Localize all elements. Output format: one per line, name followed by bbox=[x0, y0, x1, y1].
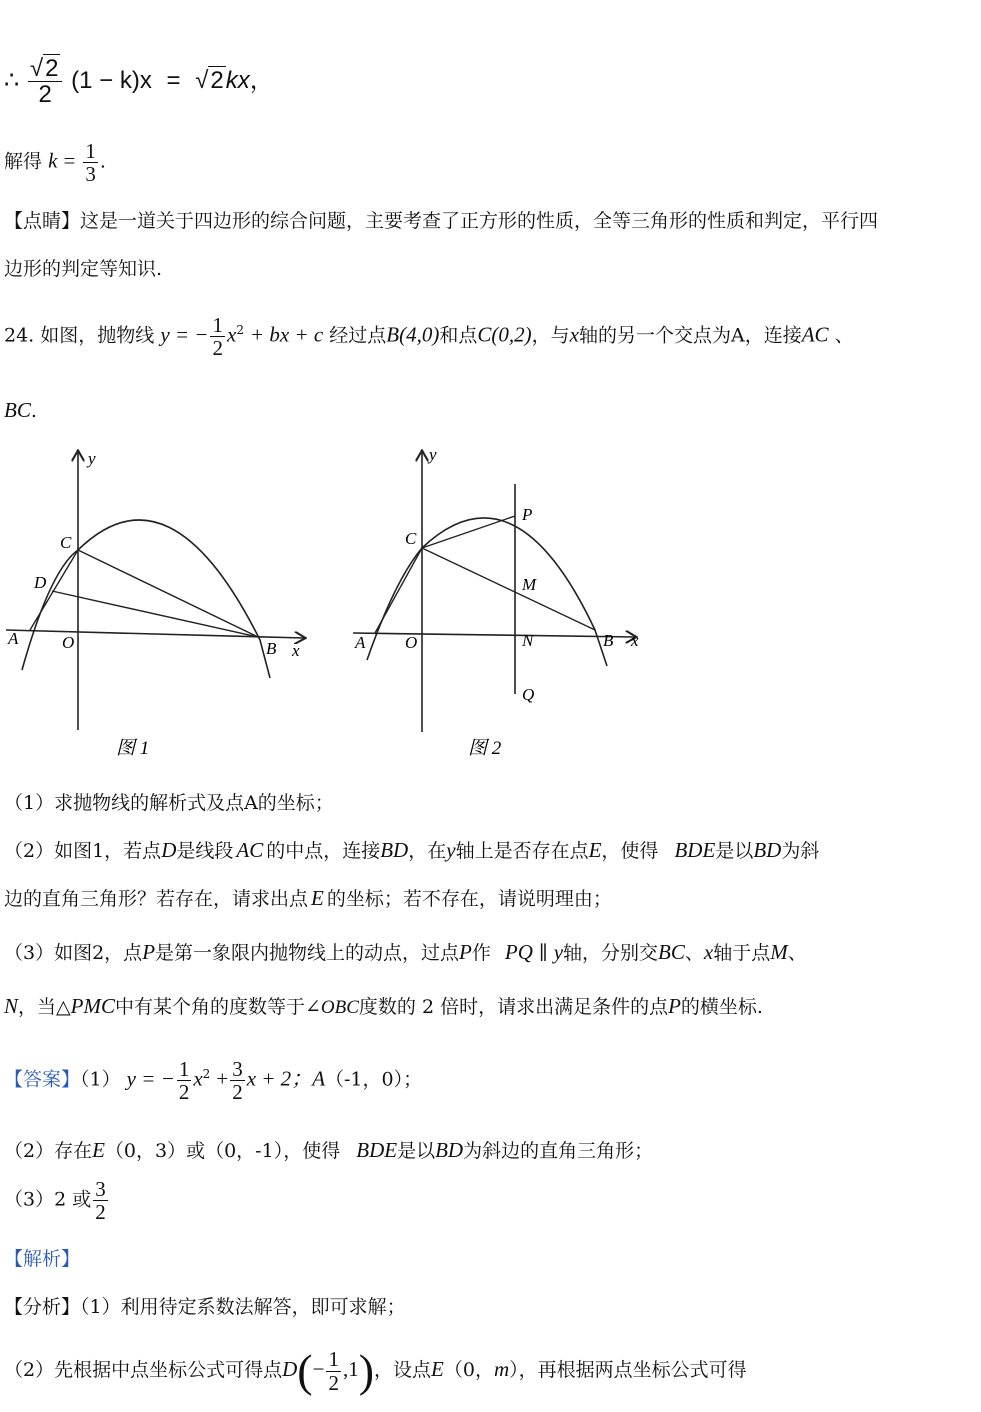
answer-tag: 【答案】 bbox=[4, 1068, 81, 1091]
eq-sign: = bbox=[166, 67, 181, 95]
p3-a: （3）如图2，点 bbox=[4, 942, 143, 964]
last-comma: ,1 bbox=[342, 1357, 359, 1381]
answer-d1: 2 bbox=[178, 1080, 190, 1105]
fig2-label-P: P bbox=[522, 505, 533, 524]
p3-b: 是第一象限内抛物线上的动点，过点 bbox=[155, 942, 460, 964]
answer-A: A bbox=[312, 1066, 326, 1091]
dianjing-line2: 边形的判定等知识. bbox=[4, 258, 163, 280]
p2-D: D bbox=[161, 838, 177, 862]
frac-den: 3 bbox=[85, 162, 96, 187]
fig2-label-y: y bbox=[429, 445, 437, 464]
answer-a1: （1） bbox=[80, 1068, 121, 1091]
rhs: kx bbox=[225, 67, 250, 95]
fenxi-tag: 【分析】 bbox=[4, 1296, 81, 1318]
figure-1 bbox=[0, 440, 320, 770]
answer-d2: 2 bbox=[232, 1080, 243, 1105]
fig1-label-O: O bbox=[62, 633, 75, 652]
p2-a: （2）如图1，若点 bbox=[4, 840, 162, 862]
point-B: B(4,0) bbox=[386, 322, 440, 347]
p2-f: ，使得 bbox=[601, 840, 659, 862]
eq-sign-2: = bbox=[63, 148, 76, 173]
p3-P: P bbox=[142, 940, 156, 964]
answer-Acoord: （-1，0）； bbox=[325, 1068, 423, 1091]
q24-half-num: 1 bbox=[212, 313, 223, 337]
jiexi-tag: 【解析】 bbox=[4, 1248, 81, 1270]
last-line: （2）先根据中点坐标公式可得点D(− $\frac{1}{2}$ ,1)，设点E（0，m），再根据两点坐标公式可得 bbox=[4, 1345, 747, 1396]
p2-line2a: 边的直角三角形？若存在，请求出点 bbox=[4, 888, 309, 910]
fig2-label-M: M bbox=[522, 575, 537, 594]
fig2-label-x: x bbox=[631, 631, 639, 650]
q24-half-den: 2 bbox=[212, 336, 223, 361]
solve-prefix: 解得 bbox=[4, 150, 43, 173]
ans2-BDE: BDE bbox=[356, 1138, 398, 1162]
equation-therefore: ∴ $\frac{√2}{2}$ (1 − k)x = √2kx， bbox=[4, 55, 274, 109]
last-c: （0， bbox=[443, 1359, 494, 1381]
ans3-num: 3 bbox=[95, 1177, 106, 1201]
q24-line1 bbox=[4, 314, 854, 359]
last-d: ），再根据两点坐标公式可得 bbox=[509, 1359, 747, 1381]
q24-line2 bbox=[4, 398, 37, 423]
sqrt-2: 2 bbox=[45, 55, 59, 82]
p3-P3: P bbox=[668, 994, 681, 1018]
ans2-E: E bbox=[92, 1138, 105, 1162]
p3-d: 轴，分别交 bbox=[563, 942, 659, 964]
last-a: （2）先根据中点坐标公式可得点 bbox=[4, 1359, 283, 1381]
fig1-label-C: C bbox=[60, 533, 72, 552]
q24-number: 24. 如图，抛物线 bbox=[4, 324, 155, 347]
answer-line3 bbox=[4, 1178, 110, 1223]
part1: （1）求抛物线的解析式及点A的坐标； bbox=[4, 792, 334, 814]
p2-BDE: BDE bbox=[674, 838, 716, 862]
last-D: D bbox=[282, 1357, 298, 1381]
p3-N: N bbox=[4, 994, 19, 1018]
p2-E: E bbox=[588, 838, 602, 862]
p2-d: ，在 bbox=[408, 840, 447, 862]
eq-tail: ， bbox=[249, 67, 274, 95]
q24-expr-tail: + bx + c bbox=[250, 322, 324, 347]
ans3-a: （3）2 或 bbox=[4, 1188, 92, 1211]
solve-k-line bbox=[4, 140, 106, 185]
point-C: C(0,2) bbox=[477, 322, 532, 347]
figure-2 bbox=[345, 440, 655, 770]
ans3-den: 2 bbox=[95, 1200, 106, 1225]
fig2-caption: 图 2 bbox=[468, 738, 502, 759]
p3-f: 轴于点 bbox=[713, 942, 771, 964]
var-k: k bbox=[48, 148, 58, 173]
part2-line2 bbox=[4, 886, 612, 911]
fig1-label-x: x bbox=[292, 641, 300, 660]
answer-y: y = − bbox=[126, 1066, 175, 1091]
p3-e: 、 bbox=[684, 942, 704, 964]
p3-g: 、 bbox=[787, 942, 807, 964]
p3-line2c: 中有某个角的度数等于 bbox=[114, 996, 305, 1018]
therefore-symbol: ∴ bbox=[4, 67, 20, 95]
dianjing-line1: 【点睛】这是一道关于四边形的综合问题，主要考查了正方形的性质，全等三角形的性质和判定，平行四 bbox=[4, 210, 879, 232]
ans2-b: （0，3）或（0，-1），使得 bbox=[104, 1140, 341, 1162]
p3-PMC: PMC bbox=[70, 994, 115, 1018]
ans2-a: （2）存在 bbox=[4, 1140, 93, 1162]
q24-passes: 经过点 bbox=[329, 324, 387, 347]
last-den: 2 bbox=[328, 1370, 339, 1395]
p3-angle: ∠OBC bbox=[304, 997, 359, 1018]
solve-tail: . bbox=[99, 150, 106, 173]
fenxi-line bbox=[4, 1296, 406, 1319]
p3-c: 作 bbox=[471, 942, 491, 964]
fig2-label-O: O bbox=[405, 633, 418, 652]
p2-b: 是线段 bbox=[176, 840, 234, 862]
fig2-label-A: A bbox=[355, 633, 366, 652]
p3-PQ: PQ bbox=[504, 940, 533, 964]
q24-sep: 、 bbox=[834, 324, 854, 347]
q24-rest2: 轴的另一个交点为A，连接 bbox=[578, 324, 802, 347]
part3-line2 bbox=[4, 994, 763, 1020]
p3-x: x bbox=[703, 940, 714, 964]
fig1-caption: 图 1 bbox=[116, 738, 150, 759]
rhs-sqrt: 2 bbox=[210, 67, 224, 95]
p3-line2d: 度数的 2 倍时，请求出满足条件的点 bbox=[358, 996, 669, 1018]
fig1-label-D: D bbox=[34, 573, 47, 592]
ans2-c: 是以 bbox=[397, 1140, 436, 1162]
answer-x-plus: x + 2； bbox=[246, 1066, 313, 1091]
eq-mid: (1 − k)x bbox=[71, 67, 152, 95]
q24-yeq: y = − bbox=[160, 322, 209, 347]
p3-M: M bbox=[770, 940, 788, 964]
ans2-BD: BD bbox=[435, 1138, 464, 1162]
q24-sup: 2 bbox=[236, 323, 244, 338]
answer-line2 bbox=[4, 1138, 653, 1163]
answer-sup: 2 bbox=[202, 1067, 211, 1082]
p2-e: 轴上是否存在点 bbox=[455, 840, 589, 862]
fig1-label-A: A bbox=[8, 629, 19, 648]
p2-AC: AC bbox=[236, 838, 264, 862]
q24-x: x bbox=[226, 322, 237, 347]
p3-par: ∥ bbox=[538, 942, 548, 964]
answer-n2: 3 bbox=[232, 1057, 243, 1081]
answer-plus: + bbox=[216, 1066, 229, 1091]
denominator-2: 2 bbox=[38, 81, 52, 109]
fig2-label-C: C bbox=[405, 529, 417, 548]
p3-line2b: ，当△ bbox=[18, 996, 71, 1018]
p3-line2e: 的横坐标. bbox=[680, 996, 763, 1018]
answer-line1 bbox=[4, 1058, 422, 1103]
last-E: E bbox=[431, 1357, 444, 1381]
answer-n1: 1 bbox=[178, 1057, 190, 1081]
p2-E2: E bbox=[311, 886, 324, 910]
seg-BC: BC bbox=[4, 398, 31, 422]
fig1-label-y: y bbox=[88, 449, 96, 468]
p2-line2b: 的坐标；若不存在，请说明理由； bbox=[326, 888, 612, 910]
p2-BD2: BD bbox=[753, 838, 782, 862]
answer-x2: x bbox=[193, 1066, 203, 1091]
ans2-d: 为斜边的直角三角形； bbox=[463, 1140, 654, 1162]
part2-line1 bbox=[4, 838, 819, 863]
last-minus: − bbox=[312, 1357, 325, 1381]
part3-line1 bbox=[4, 940, 807, 965]
frac-num: 1 bbox=[85, 139, 96, 163]
seg-AC: AC bbox=[801, 322, 829, 347]
last-num: 1 bbox=[328, 1347, 339, 1372]
p3-BC: BC bbox=[658, 940, 685, 964]
p3-P2: P bbox=[459, 940, 472, 964]
fig1-label-B: B bbox=[266, 639, 277, 658]
p2-c: 的中点，连接 bbox=[266, 840, 381, 862]
last-b: ，设点 bbox=[374, 1359, 432, 1381]
p2-g: 是以 bbox=[715, 840, 754, 862]
p2-BD: BD bbox=[380, 838, 409, 862]
q24-period: . bbox=[30, 400, 37, 422]
q24-and: 和点 bbox=[439, 324, 478, 347]
q24-rest: ，与 bbox=[531, 324, 570, 347]
fig2-label-Q: Q bbox=[522, 685, 535, 704]
p2-y: y bbox=[446, 838, 456, 862]
p3-y: y bbox=[553, 940, 564, 964]
fenxi-text: （1）利用待定系数法解答，即可求解； bbox=[80, 1296, 406, 1318]
p2-h: 为斜 bbox=[781, 840, 820, 862]
last-m: m bbox=[493, 1357, 510, 1381]
fig2-label-B: B bbox=[603, 631, 614, 650]
fig2-label-N: N bbox=[522, 631, 534, 650]
q24-x-axis: x bbox=[569, 322, 579, 347]
